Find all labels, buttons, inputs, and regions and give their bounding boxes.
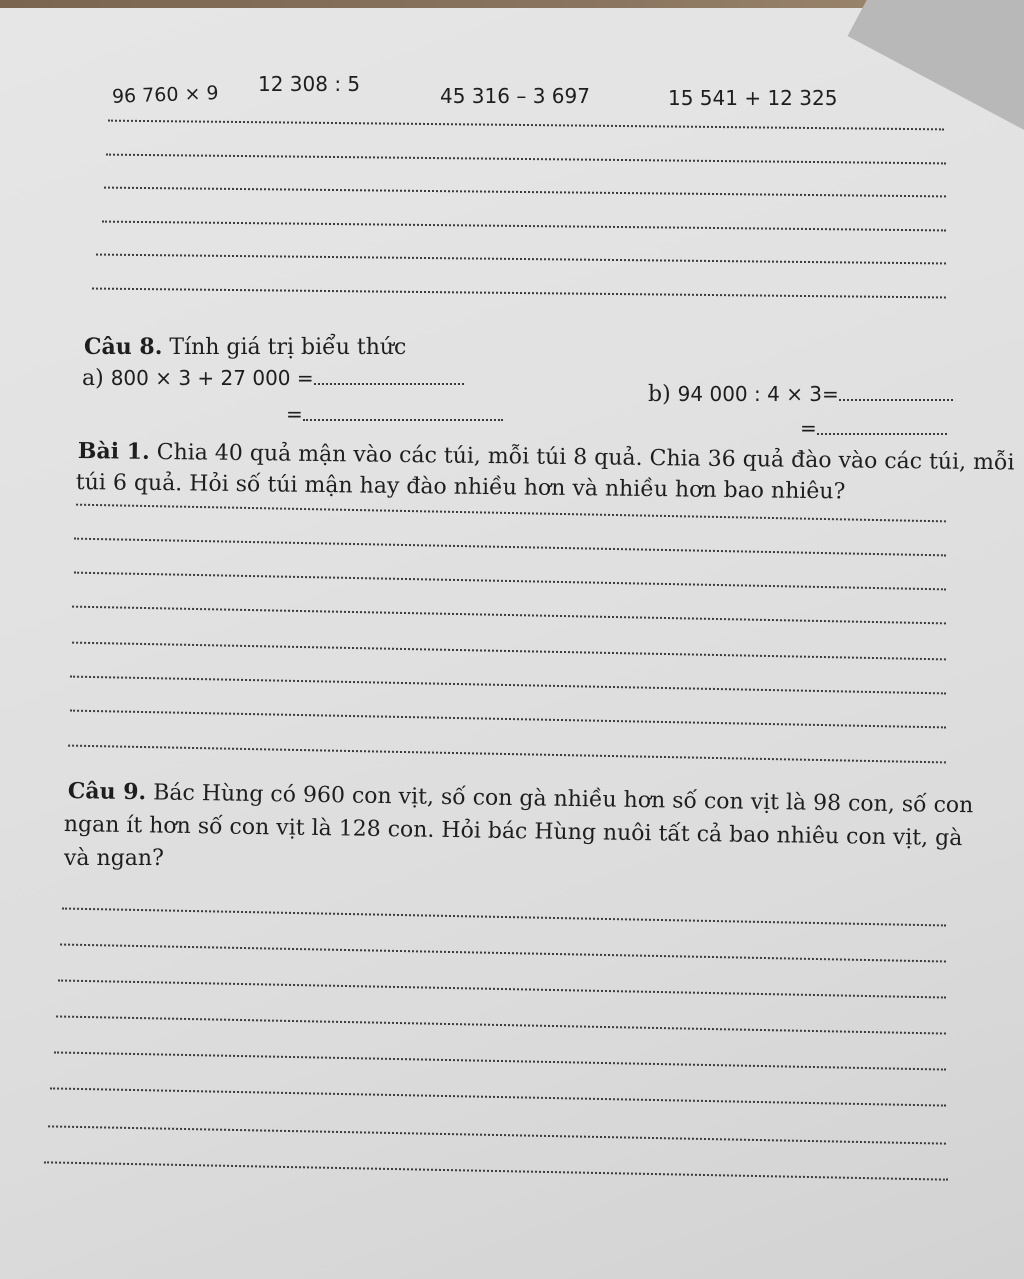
answer-line[interactable] [60, 943, 946, 962]
answer-blank[interactable] [303, 405, 503, 421]
question-9-text-1: Bác Hùng có 960 con vịt, số con gà nhiều hơn số con vịt là 98 con, số con [153, 780, 974, 819]
answer-line[interactable] [72, 642, 946, 661]
answer-line[interactable] [50, 1087, 946, 1106]
answer-blank[interactable] [839, 385, 953, 401]
answer-line[interactable] [62, 908, 946, 927]
calc-expression-2: 12 308 : 5 [258, 72, 361, 96]
question-8-heading [84, 336, 406, 359]
question-9-line-1 [68, 780, 974, 817]
calc-expression-4: 15 541 + 12 325 [668, 86, 838, 110]
page-fold-shadow [848, 0, 1024, 130]
question-8a-equals: = [286, 402, 303, 426]
question-9-label: Câu 9. [67, 778, 147, 806]
question-8b-row [648, 384, 953, 406]
question-8b-equals: = [800, 416, 817, 440]
answer-line[interactable] [68, 745, 946, 764]
question-9-text-3: và ngan? [64, 846, 164, 871]
answer-line[interactable] [76, 504, 946, 523]
answer-line[interactable] [54, 1051, 946, 1070]
question-8b-prefix: b) [648, 382, 671, 407]
answer-line[interactable] [96, 254, 946, 265]
answer-line[interactable] [70, 710, 946, 729]
answer-blank[interactable] [314, 369, 464, 385]
exercise-1-text-2: túi 6 quả. Hỏi số túi mận hay đào nhiều hơn và nhiều hơn bao nhiêu? [75, 470, 846, 505]
question-8b-expression: 94 000 : 4 × 3= [677, 382, 839, 406]
answer-line[interactable] [74, 572, 946, 591]
answer-line[interactable] [58, 979, 946, 998]
answer-line[interactable] [44, 1161, 948, 1180]
answer-blank[interactable] [817, 419, 947, 435]
answer-line[interactable] [104, 187, 946, 198]
question-8-title: Tính giá trị biểu thức [169, 335, 407, 360]
answer-line[interactable] [72, 606, 946, 625]
answer-line[interactable] [56, 1015, 946, 1034]
question-8a-row [82, 368, 464, 390]
question-8b-continuation [800, 418, 947, 438]
question-8a-continuation [286, 404, 503, 424]
answer-line[interactable] [48, 1125, 946, 1144]
question-8a-prefix: a) [82, 366, 104, 391]
question-8a-expression: 800 × 3 + 27 000 = [110, 366, 314, 390]
calc-expression-3: 45 316 – 3 697 [440, 84, 590, 108]
answer-line[interactable] [92, 288, 946, 299]
answer-line[interactable] [108, 120, 944, 131]
question-8-label: Câu 8. [84, 334, 163, 360]
exercise-1-text-1: Chia 40 quả mận vào các túi, mỗi túi 8 quả. Chia 36 quả đào vào các túi, mỗi [156, 439, 1015, 476]
exercise-1-label: Bài 1. [77, 438, 150, 465]
calc-expression-1: 96 760 × 9 [111, 82, 219, 108]
answer-line[interactable] [102, 221, 946, 232]
question-9-text-2: ngan ít hơn số con vịt là 128 con. Hỏi bác Hùng nuôi tất cả bao nhiêu con vịt, gà [63, 812, 963, 852]
exercise-1-line-1 [78, 440, 1015, 474]
answer-line[interactable] [70, 676, 946, 695]
answer-line[interactable] [106, 154, 946, 165]
answer-line[interactable] [74, 538, 946, 557]
